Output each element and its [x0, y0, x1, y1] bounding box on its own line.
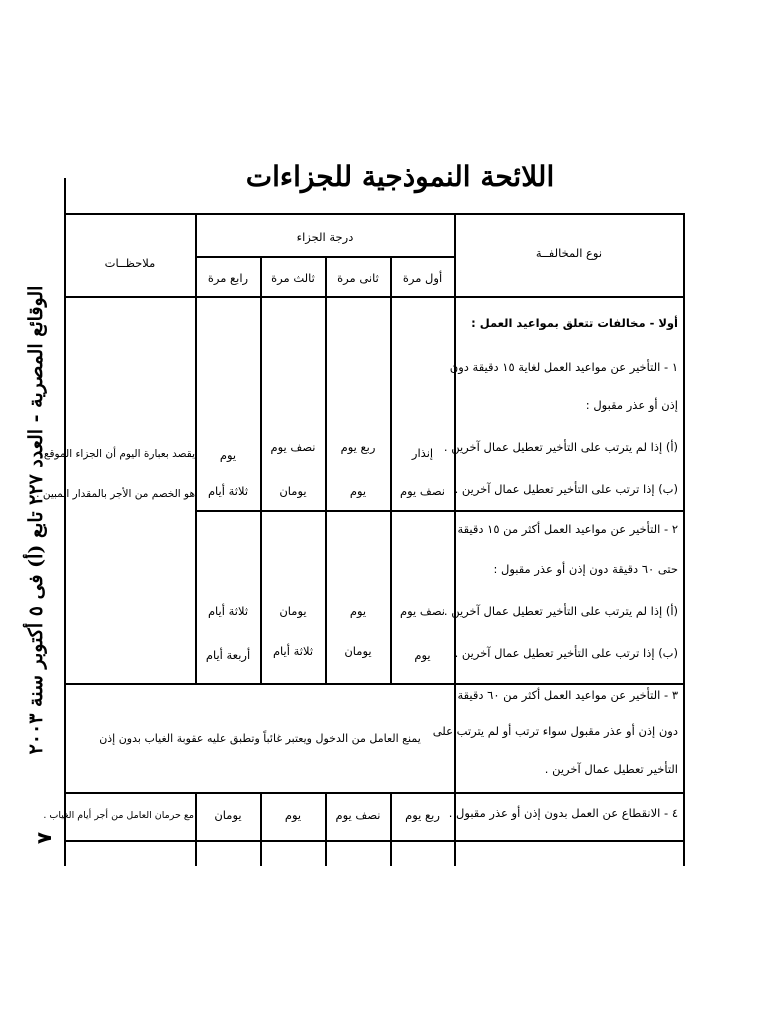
header-first-time: أول مرة	[402, 271, 443, 285]
row4-fourth: يومان	[214, 808, 242, 822]
section-title: أولا - مخالفات تتعلق بمواعيد العمل :	[471, 316, 678, 330]
row1-a-fourth: يوم	[219, 448, 237, 462]
row3-description-end: التأخير تعطيل عمال آخرين .	[544, 762, 678, 776]
row2-case-b: (ب) إذا ترتب على التأخير تعطيل عمال آخرين .	[454, 646, 678, 660]
row1-a-second: ربع يوم	[340, 440, 376, 454]
row1-a-first: إنذار	[411, 446, 434, 460]
row3-description-cont: دون إذن أو عذر مقبول سواء ترتب أو لم يترتب على	[432, 724, 678, 738]
row2-b-fourth: أربعة أيام	[205, 648, 251, 662]
row2-description-cont: حتى ٦٠ دقيقة دون إذن أو عذر مقبول :	[493, 562, 678, 576]
row1-b-second: يوم	[349, 484, 367, 498]
header-fourth-time: رابع مرة	[207, 271, 249, 285]
row4-note: مع حرمان العامل من أجر أيام الغياب .	[43, 810, 194, 821]
row4-third: يوم	[284, 808, 302, 822]
row1-note-cont: هو الخصم من الأجر بالمقدار المبين .	[36, 488, 195, 500]
row2-b-second: يومان	[344, 644, 372, 658]
row1-description: ١ - التأخير عن مواعيد العمل لغاية ١٥ دقيقة دون	[449, 360, 678, 374]
row1-note: يقصد بعبارة اليوم أن الجزاء الموقع	[43, 448, 195, 460]
row1-case-b: (ب) إذا ترتب على التأخير تعطيل عمال آخرين .	[454, 482, 678, 496]
row1-case-a: (أ) إذا لم يترتب على التأخير تعطيل عمال آخرين .	[443, 440, 678, 454]
row4-first: ربع يوم	[405, 808, 440, 822]
row3-description: ٣ - التأخير عن مواعيد العمل أكثر من ٦٠ دقيقة	[457, 688, 678, 702]
row2-a-first: نصف يوم	[400, 604, 445, 618]
row2-a-fourth: ثلاثة أيام	[207, 604, 249, 618]
row3-penalty: يمنع العامل من الدخول ويعتبر غائباً وتطبق عليه عقوبة الغياب بدون إذن	[99, 732, 421, 745]
row4-description: ٤ - الانقطاع عن العمل بدون إذن أو عذر مقبول .	[448, 806, 678, 820]
row2-a-third: يومان	[279, 604, 307, 618]
row2-case-a: (أ) إذا لم يترتب على التأخير تعطيل عمال آخرين .	[443, 604, 678, 618]
page-number: ٧	[32, 831, 57, 845]
side-caption: الوقائع المصرية - العدد ٢٢٧ تابع (أ) فى ٥ أكتوبر سنة ٢٠٠٣	[25, 285, 47, 755]
row2-a-second: يوم	[349, 604, 367, 618]
row1-b-fourth: ثلاثة أيام	[207, 484, 249, 498]
header-notes: ملاحظــات	[104, 256, 156, 270]
row4-second: نصف يوم	[335, 808, 381, 822]
row2-b-third: ثلاثة أيام	[272, 644, 314, 658]
header-violation-type: نوع المخالفــة	[535, 246, 603, 260]
row1-b-third: يومان	[279, 484, 307, 498]
page-title: اللائحة النموذجية للجزاءات	[245, 160, 555, 193]
row2-description: ٢ - التأخير عن مواعيد العمل أكثر من ١٥ دقيقة	[457, 522, 678, 536]
row1-description-cont: إذن أو عذر مقبول :	[585, 398, 678, 412]
row1-b-first: نصف يوم	[400, 484, 445, 498]
header-second-time: ثانى مرة	[337, 271, 379, 285]
row2-b-first: يوم	[414, 648, 431, 662]
header-penalty-degree: درجة الجزاء	[296, 230, 354, 244]
row1-a-third: نصف يوم	[270, 440, 316, 454]
header-third-time: ثالث مرة	[271, 271, 315, 285]
